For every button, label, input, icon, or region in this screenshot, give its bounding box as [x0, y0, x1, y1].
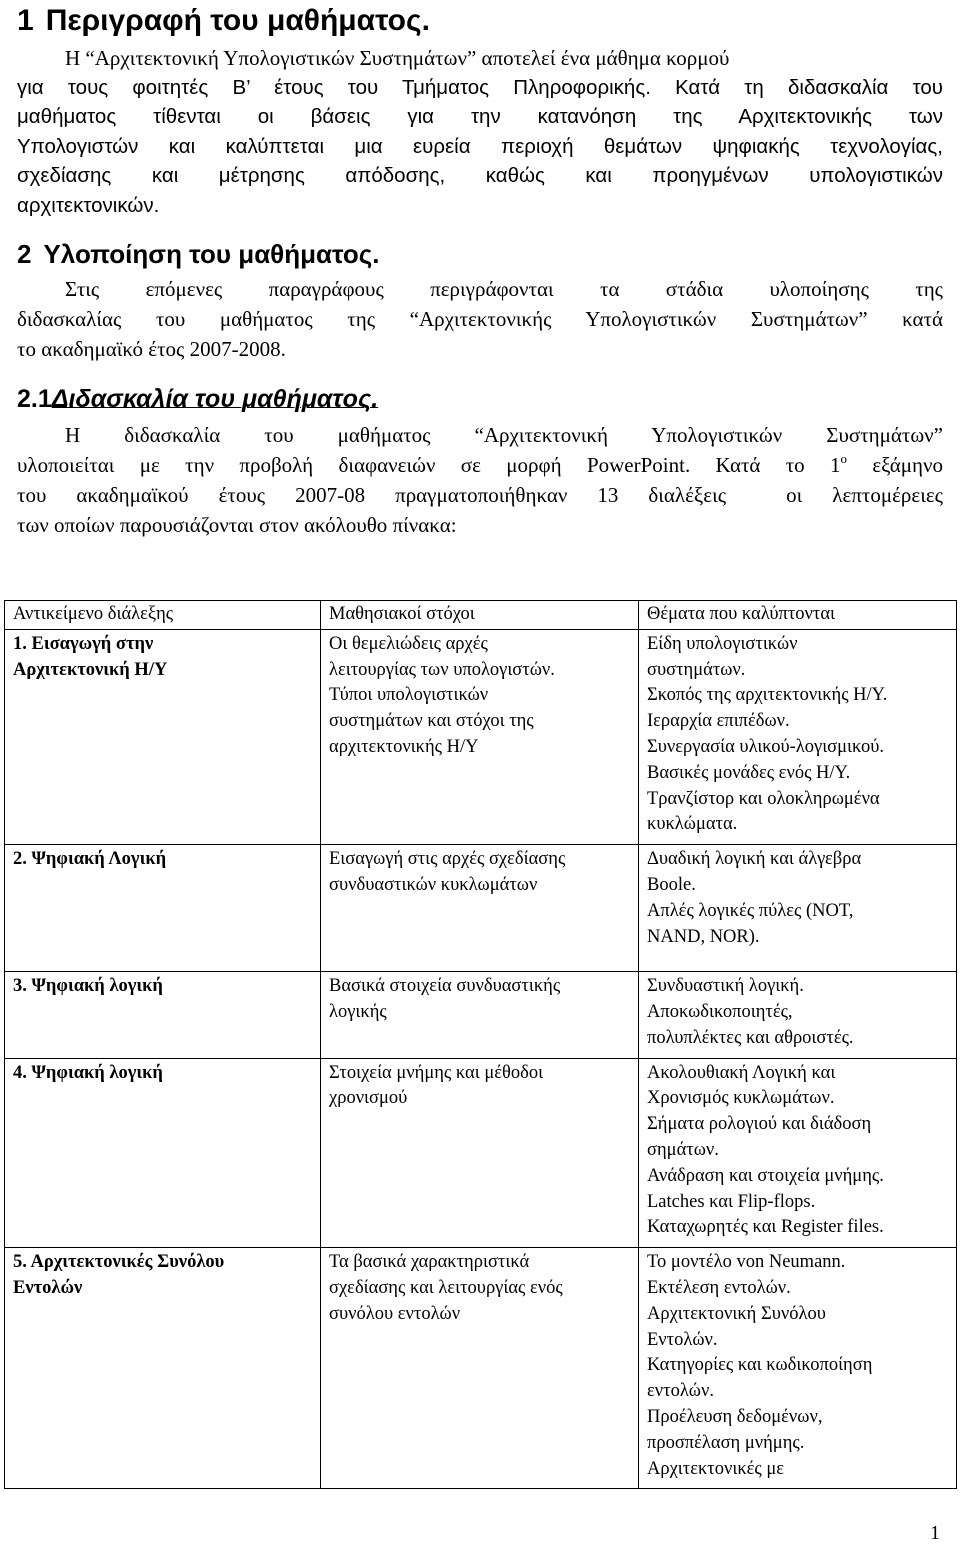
- section-2-1-title: Διδασκαλία του μαθήματος.: [51, 385, 379, 414]
- cell-line: Ακολουθιακή Λογική και: [647, 1062, 836, 1083]
- section-2-1-line-3: του ακαδημαϊκού έτους 2007-08 πραγματοποιήθηκαν 13 διαλέξεις οι λεπτομέρειες: [17, 483, 943, 508]
- cell-line: Τύποι υπολογιστικών: [329, 685, 489, 706]
- cell-line: Χρονισμός κυκλωμάτων.: [647, 1088, 835, 1109]
- cell-topics: [639, 845, 957, 972]
- cell-line: Εισαγωγή στις αρχές σχεδίασης: [329, 849, 566, 870]
- cell-line: Απλές λογικές πύλες (NOT,: [647, 900, 854, 921]
- cell-line: εντολών.: [647, 1381, 714, 1402]
- cell-line: Κατηγορίες και κωδικοποίηση: [647, 1355, 873, 1376]
- cell-goals: [321, 1058, 639, 1248]
- cell-goals: [321, 972, 639, 1058]
- cell-line: Συνεργασία υλικού-λογισμικού.: [647, 736, 884, 757]
- cell-subject: [5, 972, 321, 1058]
- header-goals: Μαθησιακοί στόχοι: [321, 601, 639, 630]
- section-2-1-line-2-end: εξάμηνο: [847, 453, 943, 478]
- cell-topics: [639, 1058, 957, 1248]
- cell-line: Τρανζίστορ και ολοκληρωμένα: [647, 788, 880, 809]
- cell-line: λειτουργίας των υπολογιστών.: [329, 659, 555, 680]
- cell-line: λογικής: [329, 1001, 387, 1022]
- cell-line: Εντολών: [13, 1277, 83, 1298]
- cell-line: Βασικά στοιχεία συνδυαστικής: [329, 976, 561, 997]
- section-2-1-line-4: των οποίων παρουσιάζονται στον ακόλουθο πίνακα:: [17, 513, 457, 538]
- cell-line: χρονισμού: [329, 1088, 408, 1109]
- section-1-line-6: αρχιτεκτονικών.: [17, 193, 160, 217]
- ordinal-superscript: ο: [840, 451, 848, 467]
- cell-line: 4. Ψηφιακή λογική: [13, 1062, 163, 1083]
- cell-line: Σκοπός της αρχιτεκτονικής Η/Υ.: [647, 685, 888, 706]
- cell-line: Latches και Flip-flops.: [647, 1191, 816, 1212]
- cell-line: 5. Αρχιτεκτονικές Συνόλου: [13, 1252, 225, 1273]
- cell-line: Δυαδική λογική και άλγεβρα: [647, 849, 862, 870]
- cell-line: Τα βασικά χαρακτηριστικά: [329, 1252, 530, 1273]
- section-1-line-2: για τους φοιτητές Β’ έτους του Τμήματος Πληροφορικής. Κατά τη διδασκαλία του: [17, 76, 943, 99]
- cell-line: κυκλώματα.: [647, 814, 738, 835]
- section-1-heading: [17, 0, 943, 38]
- section-2-1-line-2: [17, 450, 943, 480]
- cell-line: Boole.: [647, 874, 696, 895]
- section-1-line-5: σχεδίασης και μέτρησης απόδοσης, καθώς και προηγμένων υπολογιστικών: [17, 164, 943, 188]
- cell-line: NAND, NOR).: [647, 926, 760, 947]
- section-2-title: Υλοποίηση του μαθήματος.: [43, 239, 380, 270]
- cell-goals: [321, 629, 639, 844]
- cell-line: συνόλου εντολών: [329, 1303, 461, 1324]
- section-1-number: 1: [17, 4, 34, 37]
- cell-line: Εντολών.: [647, 1329, 718, 1350]
- cell-topics: [639, 972, 957, 1058]
- table-row: [5, 972, 957, 1058]
- lecture-table: [4, 600, 957, 1489]
- cell-line: προσπέλαση μνήμης.: [647, 1432, 805, 1453]
- cell-line: πολυπλέκτες και αθροιστές.: [647, 1027, 854, 1048]
- cell-line: Στοιχεία μνήμης και μέθοδοι: [329, 1062, 544, 1083]
- table-row: [5, 629, 957, 844]
- cell-topics: [639, 629, 957, 844]
- cell-subject: [5, 845, 321, 972]
- cell-line: Καταχωρητές και Register files.: [647, 1217, 884, 1238]
- cell-subject: [5, 1248, 321, 1489]
- section-2-1-heading: [17, 384, 943, 414]
- cell-line: Αρχιτεκτονική Η/Υ: [13, 659, 168, 680]
- cell-line: αρχιτεκτονικής Η/Υ: [329, 736, 479, 757]
- cell-line: Αρχιτεκτονικές με: [647, 1458, 785, 1479]
- cell-subject: [5, 1058, 321, 1248]
- cell-line: Είδη υπολογιστικών: [647, 633, 798, 654]
- section-2-heading: [17, 238, 943, 270]
- cell-goals: [321, 1248, 639, 1489]
- cell-goals: [321, 845, 639, 972]
- cell-line: Αποκωδικοποιητές,: [647, 1001, 793, 1022]
- cell-line: Αρχιτεκτονική Συνόλου: [647, 1303, 826, 1324]
- section-1-body: [17, 73, 943, 220]
- cell-line: Σήματα ρολογιού και διάδοση: [647, 1114, 872, 1135]
- cell-line: συνδυαστικών κυκλωμάτων: [329, 874, 538, 895]
- table-row: [5, 845, 957, 972]
- document-page: [17, 0, 943, 540]
- cell-line: Ιεραρχία επιπέδων.: [647, 711, 790, 732]
- section-2-1-body: [17, 420, 943, 540]
- section-2-line-2: διδασκαλίας του μαθήματος της “Αρχιτεκτονικής Υπολογιστικών Συστημάτων” κατά: [17, 307, 943, 332]
- section-1-title: Περιγραφή του μαθήματος.: [45, 4, 430, 37]
- header-topics: Θέματα που καλύπτονται: [639, 601, 957, 630]
- cell-subject: [5, 629, 321, 844]
- header-subject: Αντικείμενο διάλεξης: [5, 601, 321, 630]
- cell-line: Προέλευση δεδομένων,: [647, 1406, 823, 1427]
- section-1-line-3: μαθήματος τίθενται οι βάσεις για την κατανόηση της Αρχιτεκτονικής των: [17, 105, 943, 129]
- section-2-1-line-2-text: υλοποιείται με την προβολή διαφανειών σε μορφή PowerPoint. Κατά το 1: [17, 453, 841, 478]
- cell-line: Ανάδραση και στοιχεία μνήμης.: [647, 1165, 884, 1186]
- cell-line: Το μοντέλο von Neumann.: [647, 1252, 846, 1273]
- section-2-body: [17, 274, 943, 364]
- cell-line: Οι θεμελιώδεις αρχές: [329, 633, 488, 654]
- table-header-row: [5, 601, 957, 630]
- cell-topics: [639, 1248, 957, 1489]
- cell-line: συστημάτων.: [647, 659, 746, 680]
- cell-line: 1. Εισαγωγή στην: [13, 633, 154, 654]
- section-2-1-number: 2.1: [17, 385, 52, 414]
- cell-line: σχεδίασης και λειτουργίας ενός: [329, 1277, 563, 1298]
- section-2-number: 2: [17, 239, 32, 270]
- cell-line: Εκτέλεση εντολών.: [647, 1277, 791, 1298]
- section-2-line-3: το ακαδημαϊκό έτος 2007-2008.: [17, 337, 286, 362]
- section-2-1-line-1: Η διδασκαλία του μαθήματος “Αρχιτεκτονική Υπολογιστικών Συστημάτων”: [65, 423, 943, 448]
- cell-line: συστημάτων και στόχοι της: [329, 711, 534, 732]
- section-2-line-1: Στις επόμενες παραγράφους περιγράφονται τα στάδια υλοποίησης της: [65, 277, 943, 302]
- cell-line: σημάτων.: [647, 1139, 719, 1160]
- page-number: 1: [930, 1522, 940, 1544]
- cell-line: Συνδυαστική λογική.: [647, 976, 804, 997]
- cell-line: 2. Ψηφιακή Λογική: [13, 849, 167, 870]
- cell-line: 3. Ψηφιακή λογική: [13, 976, 163, 997]
- cell-line: Βασικές μονάδες ενός Η/Υ.: [647, 762, 851, 783]
- section-1-line-1: Η “Αρχιτεκτονική Υπολογιστικών Συστημάτων” αποτελεί ένα μάθημα κορμού: [65, 46, 730, 70]
- table-row: [5, 1248, 957, 1489]
- section-1-line-4: Υπολογιστών και καλύπτεται μια ευρεία περιοχή θεμάτων ψηφιακής τεχνολογίας,: [17, 134, 943, 158]
- table-row: [5, 1058, 957, 1248]
